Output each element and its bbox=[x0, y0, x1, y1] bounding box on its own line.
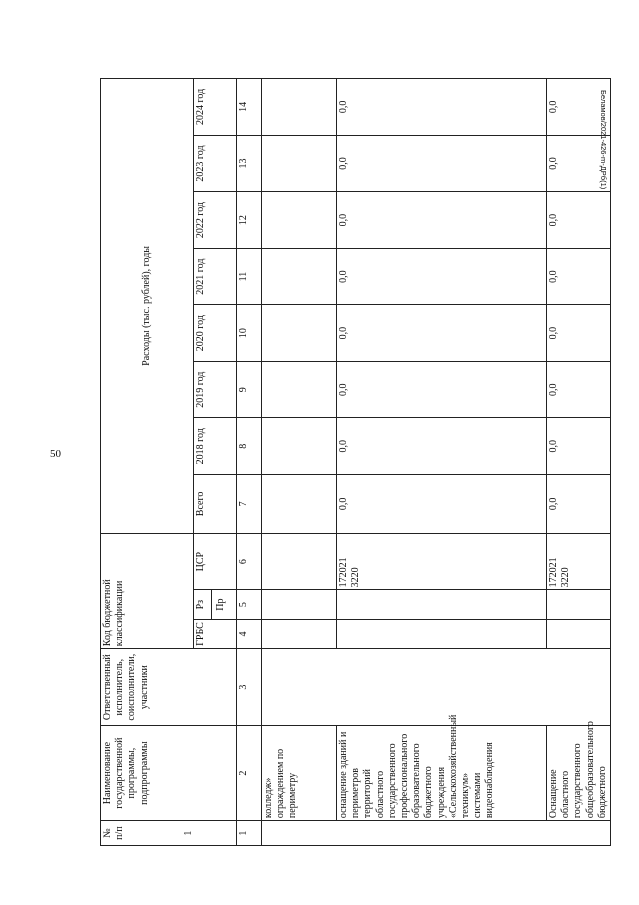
table-row bbox=[547, 79, 611, 846]
csr-cell: 172021 3220 bbox=[337, 533, 547, 590]
col-number: 11 bbox=[237, 248, 262, 305]
table-row bbox=[262, 79, 337, 846]
grbs-cell bbox=[262, 619, 337, 648]
csr-cell: 172021 3220 bbox=[547, 533, 611, 590]
value-cell: 0,0 bbox=[547, 135, 611, 192]
grbs-cell bbox=[337, 619, 547, 648]
value-cell: 0,0 bbox=[547, 305, 611, 362]
header-2018: 2018 год bbox=[194, 418, 237, 475]
table-row bbox=[337, 79, 547, 846]
value-cell bbox=[262, 475, 337, 534]
name-cell: оснащение зданий и периметров территорий областного государственного профессионального образовательного бюджетного учреждения «Сельскохозяйственный техникум» системами видеонаблюдения bbox=[337, 726, 547, 821]
value-cell: 0,0 bbox=[547, 418, 611, 475]
header-pr: Пр bbox=[211, 590, 227, 618]
budget-table bbox=[100, 78, 611, 846]
header-name: Наименование государственной программы, подпрограммы bbox=[101, 726, 237, 821]
value-cell: 0,0 bbox=[337, 79, 547, 136]
value-cell: 0,0 bbox=[337, 192, 547, 249]
rzpr-cell bbox=[337, 590, 547, 619]
row-num: 1 bbox=[183, 830, 194, 836]
value-cell bbox=[262, 361, 337, 418]
value-cell bbox=[262, 248, 337, 305]
value-cell bbox=[262, 192, 337, 249]
header-rz-pr bbox=[194, 590, 237, 619]
value-cell: 0,0 bbox=[337, 248, 547, 305]
col-number: 8 bbox=[237, 418, 262, 475]
col-number: 6 bbox=[237, 533, 262, 590]
value-cell: 0,0 bbox=[337, 475, 547, 534]
header-kbk: Код бюджетной классификации bbox=[101, 533, 194, 648]
rzpr-cell bbox=[262, 590, 337, 619]
header-grbs: ГРБС bbox=[194, 619, 237, 648]
value-cell bbox=[262, 305, 337, 362]
header-expenses: Расходы (тыс. рублей), годы bbox=[101, 79, 194, 534]
row-num-cell bbox=[183, 821, 611, 846]
col-number: 4 bbox=[237, 619, 262, 648]
grbs-cell bbox=[547, 619, 611, 648]
col-number: 12 bbox=[237, 192, 262, 249]
page-number: 50 bbox=[50, 448, 61, 460]
header-2024: 2024 год bbox=[194, 79, 237, 136]
header-2020: 2020 год bbox=[194, 305, 237, 362]
header-rz: Рз bbox=[195, 599, 206, 610]
value-cell: 0,0 bbox=[337, 135, 547, 192]
value-cell: 0,0 bbox=[547, 361, 611, 418]
responsible-cell bbox=[262, 649, 611, 726]
header-2022: 2022 год bbox=[194, 192, 237, 249]
value-cell: 0,0 bbox=[337, 361, 547, 418]
name-cell: Оснащение областного государственного общеобразовательного бюджетного bbox=[547, 726, 611, 821]
header-total: Всего bbox=[194, 475, 237, 534]
csr-cell bbox=[262, 533, 337, 590]
value-cell: 0,0 bbox=[547, 79, 611, 136]
document-stamp: Беламов/2021-426-m-ДРб(1) bbox=[599, 90, 608, 190]
header-responsible: Ответственный исполнитель, соисполнители, участники bbox=[101, 649, 237, 726]
value-cell: 0,0 bbox=[337, 418, 547, 475]
rzpr-cell bbox=[547, 590, 611, 619]
value-cell bbox=[262, 79, 337, 136]
column-number-row bbox=[237, 79, 262, 846]
col-number: 7 bbox=[237, 475, 262, 534]
header-2019: 2019 год bbox=[194, 361, 237, 418]
value-cell: 0,0 bbox=[547, 192, 611, 249]
col-number: 14 bbox=[237, 79, 262, 136]
header-2023: 2023 год bbox=[194, 135, 237, 192]
col-number: 5 bbox=[237, 590, 262, 619]
value-cell: 0,0 bbox=[547, 248, 611, 305]
value-cell: 0,0 bbox=[337, 305, 547, 362]
name-cell: колледж» ограждением по периметру bbox=[262, 726, 337, 821]
value-cell: 0,0 bbox=[547, 475, 611, 534]
header-row-1 bbox=[101, 79, 194, 846]
header-csr: ЦСР bbox=[194, 533, 237, 590]
value-cell bbox=[262, 418, 337, 475]
col-number: 9 bbox=[237, 361, 262, 418]
value-cell bbox=[262, 135, 337, 192]
col-number: 13 bbox=[237, 135, 262, 192]
col-number: 3 bbox=[237, 649, 262, 726]
header-num: № п/п bbox=[101, 821, 237, 846]
col-number: 2 bbox=[237, 726, 262, 821]
col-number: 1 bbox=[237, 821, 262, 846]
col-number: 10 bbox=[237, 305, 262, 362]
header-2021: 2021 год bbox=[194, 248, 237, 305]
